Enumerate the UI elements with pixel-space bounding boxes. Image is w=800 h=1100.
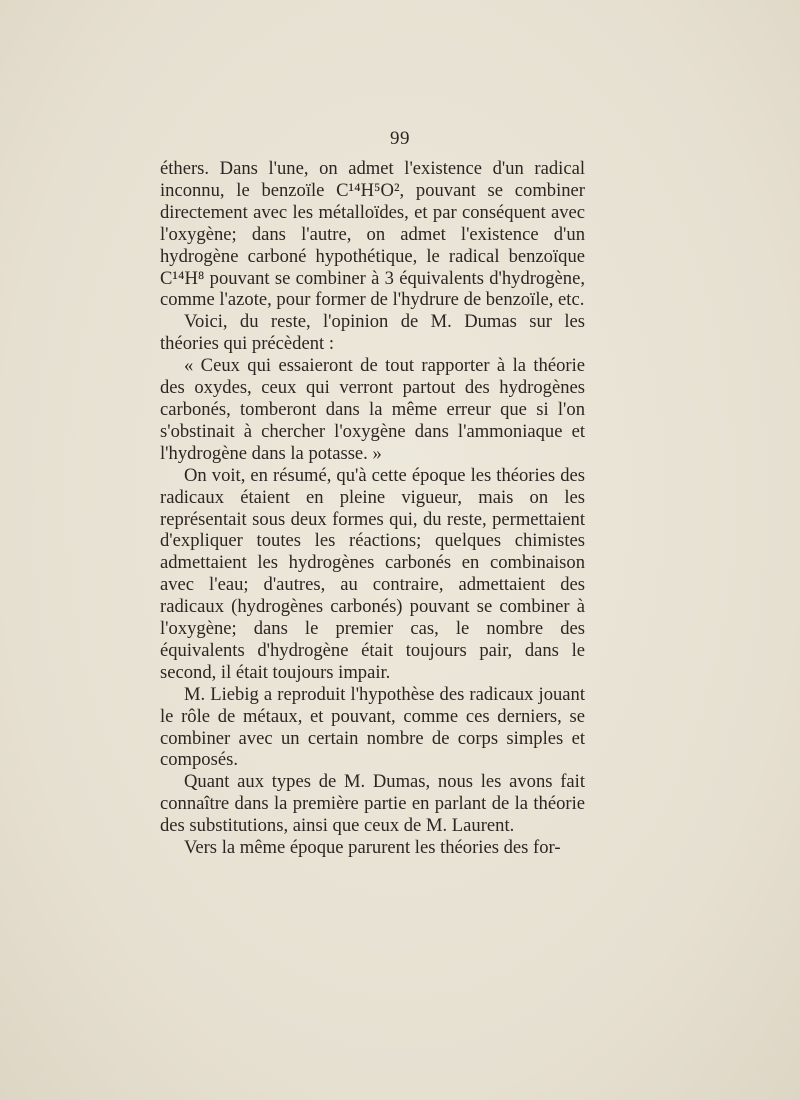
page-number: 99 [390, 128, 410, 149]
quote-paragraph: « Ceux qui essaieront de tout rapporter à la théorie des oxydes, ceux qui verront partout des hydrogènes carbonés, tomberont dans la même erreur que si l'on s'obstinait à chercher l'oxygène dans l'ammoniaque et l'hydrogène dans la potasse. » [160, 355, 585, 464]
paragraph: Vers la même époque parurent les théories des for- [184, 837, 561, 859]
paragraph: On voit, en résumé, qu'à cette époque les théories des radicaux étaient en pleine vigueur, mais on les représentait sous deux formes qui, du reste, permettaient d'expliquer toutes les réactions; quelques chimistes admettaient les hydrogènes carbonés en combinaison avec l'eau; d'autres, au contraire, admettaient des radicaux (hydrogènes carbonés) pouvant se combiner à l'oxygène; dans le premier cas, le nombre des équivalents d'hydrogène était toujours pair, dans le second, il était toujours impair. [160, 464, 585, 683]
paragraph: éthers. Dans l'une, on admet l'existence d'un radical inconnu, le benzoïle C¹⁴H⁵O², pouvant se combiner directement avec les métalloïdes, et par conséquent avec l'oxygène; dans l'autre, on admet l'existence d'un hydrogène carboné hypothétique, le radical benzoïque C¹⁴H⁸ pouvant se combiner à 3 équivalents d'hydrogène, comme l'azote, pour former de l'hydrure de benzoïle, etc. [160, 158, 585, 311]
paragraph: Voici, du reste, l'opinion de M. Dumas sur les théories qui précèdent : [160, 311, 585, 355]
paragraph: M. Liebig a reproduit l'hypothèse des radicaux jouant le rôle de métaux, et pouvant, comme ces derniers, se combiner avec un certain nombre de corps simples et composés. [160, 683, 585, 771]
body-text [160, 158, 585, 859]
paragraph: Quant aux types de M. Dumas, nous les avons fait connaître dans la première partie en parlant de la théorie des substitutions, ainsi que ceux de M. Laurent. [160, 771, 585, 837]
